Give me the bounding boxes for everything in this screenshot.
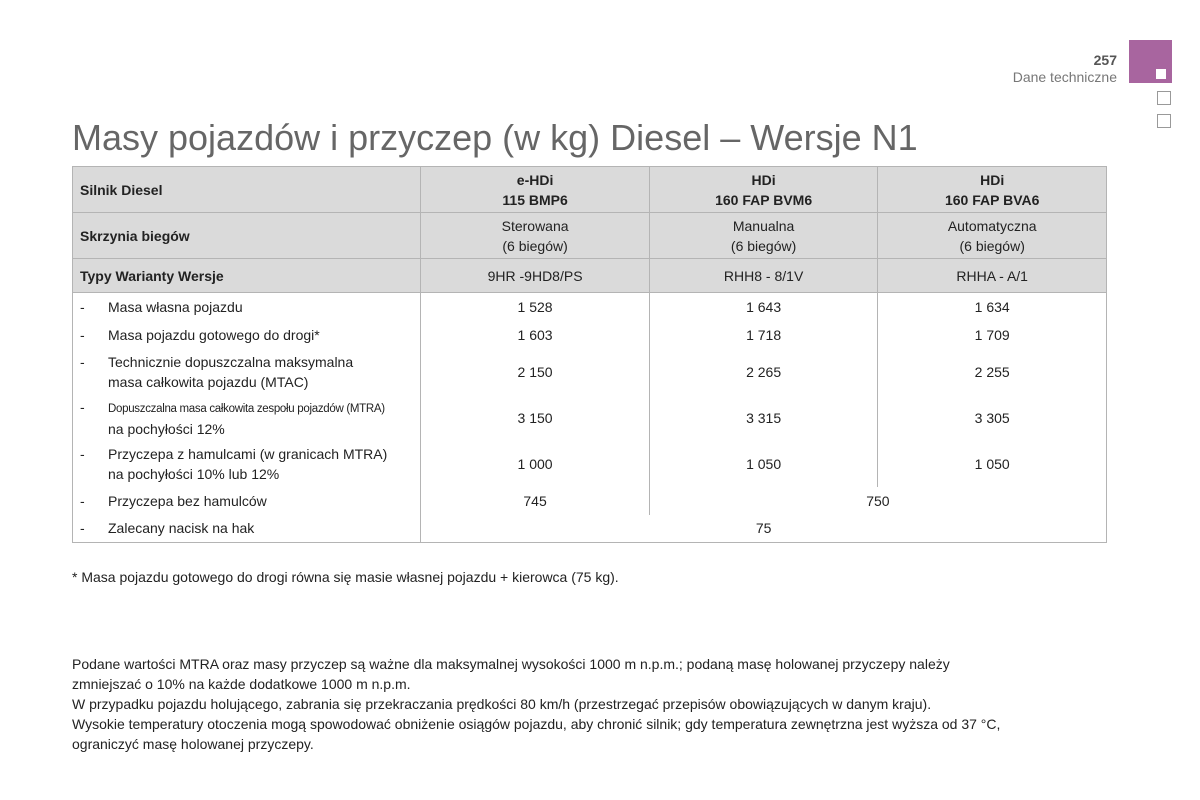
types-row xyxy=(73,259,1107,293)
table-row xyxy=(73,321,1107,349)
value-cell: 2 265 xyxy=(649,349,878,395)
value-cell: 3 315 xyxy=(649,395,878,441)
table-row xyxy=(73,349,1107,395)
row-label: Masa własna pojazdu xyxy=(108,298,243,315)
type-cell: 9HR -9HD8/PS xyxy=(421,259,650,293)
chapter-tab-marker xyxy=(1129,40,1172,83)
page-title: Masy pojazdów i przyczep (w kg) Diesel – Wersje N1 xyxy=(72,117,918,158)
value-cell: 3 150 xyxy=(421,395,650,441)
engine-header: e-HDi 115 BMP6 xyxy=(421,167,650,213)
value-cell: 2 255 xyxy=(878,349,1107,395)
bullet-dash: - xyxy=(80,298,85,315)
info-paragraph xyxy=(72,654,1122,754)
value-cell: 1 718 xyxy=(649,321,878,349)
value-cell: 1 050 xyxy=(649,441,878,487)
page-number: 257 xyxy=(1093,52,1117,68)
bullet-dash: - xyxy=(80,445,85,462)
type-cell: RHH8 - 8/1V xyxy=(649,259,878,293)
value-cell: 75 xyxy=(421,515,1107,543)
tab-square-marker xyxy=(1157,114,1171,128)
value-cell: 3 305 xyxy=(878,395,1107,441)
value-cell: 2 150 xyxy=(421,349,650,395)
section-title: Dane techniczne xyxy=(1012,69,1117,85)
row-label: Przyczepa bez hamulców xyxy=(108,492,267,509)
value-cell: 1 634 xyxy=(878,293,1107,321)
value-cell: 1 709 xyxy=(878,321,1107,349)
tab-dot-marker xyxy=(1156,69,1166,79)
value-cell: 1 528 xyxy=(421,293,650,321)
paragraph-line: W przypadku pojazdu holującego, zabrania się przekraczania prędkości 80 km/h (przestrzegać przepisów obowiązujących w danym kraju). xyxy=(72,696,932,712)
table-row xyxy=(73,293,1107,321)
row-label: Zalecany nacisk na hak xyxy=(108,520,255,537)
bullet-dash: - xyxy=(80,492,85,509)
engine-row xyxy=(73,167,1107,213)
value-cell: 750 xyxy=(649,487,1106,515)
gearbox-cell: Sterowana (6 biegów) xyxy=(421,213,650,259)
table-row xyxy=(73,487,1107,515)
gearbox-row xyxy=(73,213,1107,259)
gearbox-cell: Automatyczna (6 biegów) xyxy=(878,213,1107,259)
engine-header: HDi 160 FAP BVM6 xyxy=(649,167,878,213)
row-label: Masa pojazdu gotowego do drogi* xyxy=(108,326,320,343)
types-label: Typy Warianty Wersje xyxy=(73,259,421,293)
footnote: * Masa pojazdu gotowego do drogi równa się masie własnej pojazdu + kierowca (75 kg). xyxy=(72,569,619,585)
gearbox-label: Skrzynia biegów xyxy=(73,213,421,259)
gearbox-cell: Manualna (6 biegów) xyxy=(649,213,878,259)
row-label: Technicznie dopuszczalna maksymalna masa całkowita pojazdu (MTAC) xyxy=(108,353,354,390)
engine-header: HDi 160 FAP BVA6 xyxy=(878,167,1107,213)
table-row xyxy=(73,515,1107,543)
paragraph-line: Podane wartości MTRA oraz masy przyczep są ważne dla maksymalnej wysokości 1000 m n.p.m.; podaną masę holowanej przyczepy należy xyxy=(72,656,950,672)
paragraph-line: ograniczyć masę holowanej przyczepy. xyxy=(72,736,314,752)
type-cell: RHHA - A/1 xyxy=(878,259,1107,293)
paragraph-line: Wysokie temperatury otoczenia mogą spowodować obniżenie osiągów pojazdu, aby chronić silnik; gdy temperatura zewnętrzna jest wyższa od 37 °C, xyxy=(72,716,1001,732)
table-row xyxy=(73,441,1107,487)
bullet-dash: - xyxy=(80,353,85,370)
row-label: Dopuszczalna masa całkowita zespołu pojazdów (MTRA) na pochyłości 12% xyxy=(108,402,385,437)
engine-label: Silnik Diesel xyxy=(73,167,421,213)
bullet-dash: - xyxy=(80,398,85,415)
table-row xyxy=(73,395,1107,441)
bullet-dash: - xyxy=(80,326,85,343)
value-cell: 1 643 xyxy=(649,293,878,321)
paragraph-line: zmniejszać o 10% na każde dodatkowe 1000 m n.p.m. xyxy=(72,676,411,692)
row-label: Przyczepa z hamulcami (w granicach MTRA) na pochyłości 10% lub 12% xyxy=(108,445,388,482)
mass-table xyxy=(72,166,1107,543)
value-cell: 745 xyxy=(421,487,650,515)
value-cell: 1 000 xyxy=(421,441,650,487)
bullet-dash: - xyxy=(80,520,85,537)
value-cell: 1 050 xyxy=(878,441,1107,487)
tab-square-marker xyxy=(1157,91,1171,105)
value-cell: 1 603 xyxy=(421,321,650,349)
